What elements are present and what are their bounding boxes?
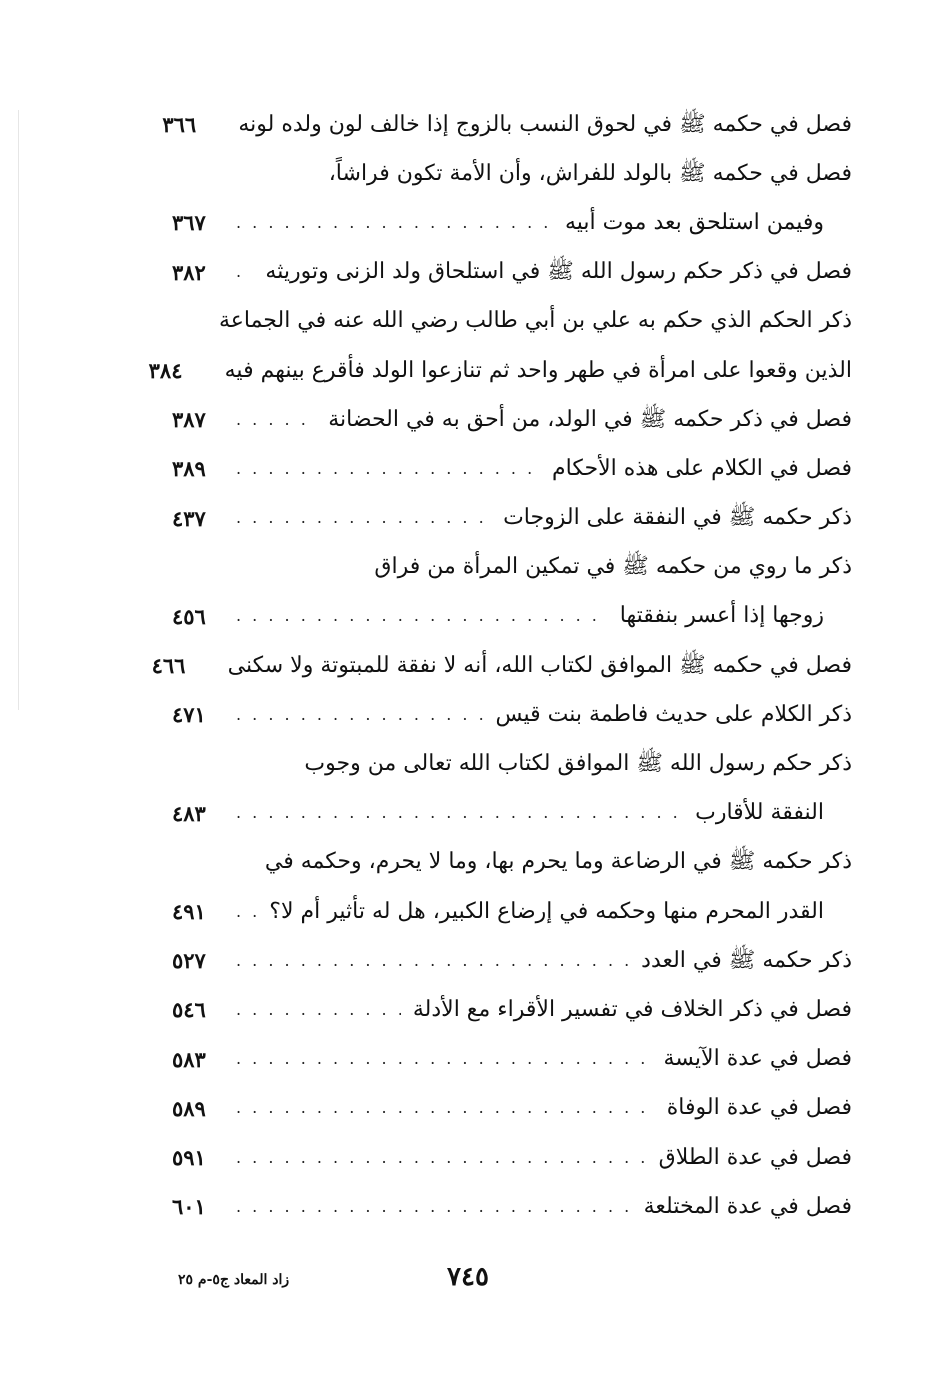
toc-entry-title: فصل في ذكر الخلاف في تفسير الأقراء مع الأدلة	[412, 996, 852, 1022]
toc-entry	[172, 1182, 852, 1231]
dot-leader	[236, 510, 491, 526]
toc-entry-page: ٣٨٧	[172, 407, 206, 433]
toc-entry	[172, 395, 852, 444]
toc-entry-title: ذكر الحكم الذي حكم به علي بن أبي طالب رضي الله عنه في الجماعة	[218, 308, 852, 334]
toc-entry-page: ٤٨٣	[172, 800, 206, 826]
toc-entry	[172, 936, 852, 985]
toc-entry	[172, 592, 852, 641]
toc-entry	[172, 1133, 852, 1182]
toc-entry	[172, 739, 852, 788]
toc-entry-title: الذين وقعوا على امرأة في طهر واحد ثم تنازعوا الولد فأقرع بينهم فيه	[224, 357, 852, 383]
toc-entry	[172, 297, 852, 346]
toc-entry	[172, 985, 852, 1034]
toc-entry-title: زوجها إذا أعسر بنفقتها	[619, 603, 824, 629]
toc-entry-page: ٤٣٧	[172, 505, 206, 531]
dot-leader	[236, 1199, 632, 1215]
toc-entry-page: ٣٦٦	[162, 112, 197, 138]
dot-leader	[236, 264, 253, 280]
dot-leader	[236, 707, 483, 723]
table-of-contents	[148, 100, 852, 1231]
toc-entry	[172, 1084, 852, 1133]
toc-entry-page: ٥٩١	[172, 1145, 206, 1171]
dot-leader	[236, 805, 683, 821]
toc-entry	[172, 494, 852, 543]
toc-entry-title: فصل في حكمه ﷺ الموافق لكتاب الله، أنه لا نفقة للمبتوتة ولا سكنى	[227, 652, 852, 678]
toc-entry-page: ٥٢٧	[172, 948, 206, 974]
toc-entry-page: ٥٤٦	[172, 997, 206, 1023]
dot-leader	[236, 1100, 655, 1116]
toc-entry-title: فصل في ذكر حكم رسول الله ﷺ في استلحاق ولد الزنى وتوريثه	[265, 259, 852, 285]
toc-entry-page: ٤٩١	[172, 899, 206, 925]
dot-leader	[236, 953, 629, 969]
dot-leader	[236, 1150, 647, 1166]
toc-entry-page: ٣٦٧	[172, 210, 206, 236]
toc-entry-title: فصل في حكمه ﷺ بالولد للفراش، وأن الأمة تكون فراشاً،	[328, 160, 852, 186]
dot-leader	[236, 461, 540, 477]
toc-entry-page: ٣٨٤	[148, 358, 183, 384]
toc-entry	[172, 444, 852, 493]
toc-entry-title: القدر المحرم منها وحكمه في إرضاع الكبير، هل له تأثير أم لا؟	[269, 898, 824, 924]
toc-entry-page: ٣٨٢	[172, 259, 206, 285]
toc-entry-title: ذكر حكمه ﷺ في الرضاعة وما يحرم بها، وما لا يحرم، وحكمه في	[264, 849, 852, 875]
toc-entry	[151, 641, 852, 690]
toc-entry	[172, 149, 852, 198]
toc-entry	[162, 100, 852, 149]
dot-leader	[236, 215, 553, 231]
toc-entry	[148, 346, 852, 395]
toc-entry	[172, 543, 852, 592]
toc-entry-title: ذكر حكم رسول الله ﷺ الموافق لكتاب الله تعالى من وجوب	[304, 751, 852, 777]
page-margin-shadow	[18, 110, 19, 710]
toc-entry-page: ٣٨٩	[172, 456, 206, 482]
toc-entry-page: ٥٨٣	[172, 1046, 206, 1072]
dot-leader	[236, 1002, 401, 1018]
toc-entry-title: ذكر ما روي من حكمه ﷺ في تمكين المرأة من فراق	[374, 554, 852, 580]
toc-entry	[172, 198, 852, 247]
toc-entry-title: ذكر حكمه ﷺ في النفقة على الزوجات	[503, 505, 852, 531]
toc-entry-title: فصل في عدة الآيسة	[663, 1046, 852, 1072]
toc-entry-title: ذكر حكمه ﷺ في العدد	[641, 947, 852, 973]
toc-entry-title: فصل في عدة الطلاق	[658, 1144, 852, 1170]
toc-entry-page: ٤٥٦	[172, 603, 206, 629]
toc-entry	[172, 248, 852, 297]
toc-entry	[172, 690, 852, 739]
toc-entry	[172, 789, 852, 838]
toc-entry-title: وفيمن استلحق بعد موت أبيه	[564, 209, 824, 235]
toc-entry-page: ٥٨٩	[172, 1095, 206, 1121]
dot-leader	[236, 1051, 652, 1067]
toc-entry-page: ٤٦٦	[151, 653, 186, 679]
page-number: ٧٤٥	[447, 1262, 489, 1292]
toc-entry-title: فصل في عدة المختلعة	[643, 1193, 852, 1219]
signature-mark: زاد المعاد ج٥-م ٢٥	[178, 1272, 290, 1288]
toc-entry-title: فصل في عدة الوفاة	[666, 1095, 852, 1121]
toc-entry-title: ذكر الكلام على حديث فاطمة بنت قيس	[495, 701, 852, 727]
dot-leader	[236, 904, 257, 920]
toc-entry-title: فصل في حكمه ﷺ في لحوق النسب بالزوج إذا خالف لون ولده لونه	[238, 111, 852, 137]
toc-entry-title: النفقة للأقارب	[695, 800, 824, 826]
toc-entry-page: ٦٠١	[172, 1194, 206, 1220]
toc-entry-page: ٤٧١	[172, 702, 206, 728]
toc-entry	[172, 1035, 852, 1084]
toc-entry	[172, 838, 852, 887]
dot-leader	[236, 608, 608, 624]
toc-entry-title: فصل في الكلام على هذه الأحكام	[552, 455, 852, 481]
dot-leader	[236, 412, 316, 428]
toc-entry	[172, 887, 852, 936]
toc-entry-title: فصل في ذكر حكمه ﷺ في الولد، من أحق به في الحضانة	[328, 406, 852, 432]
